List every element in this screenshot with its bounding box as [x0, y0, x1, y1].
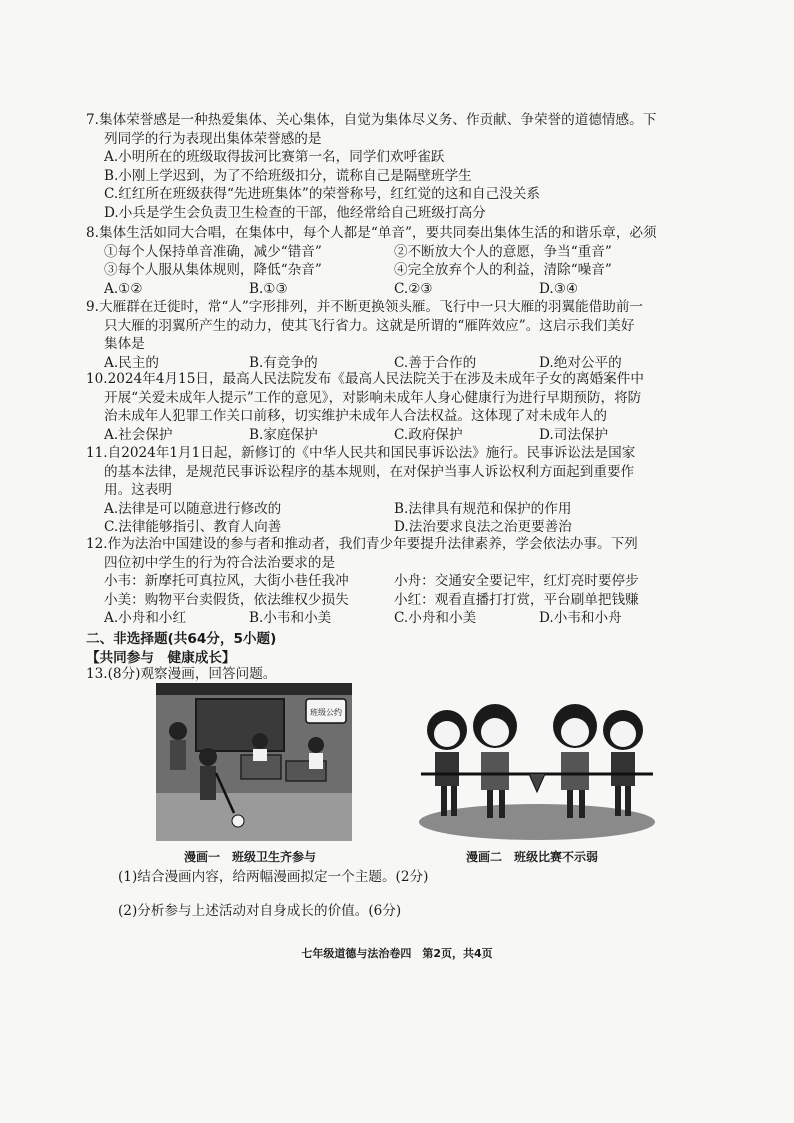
q12-statements-row-2 [86, 591, 694, 610]
q8-options [86, 280, 694, 299]
q9-option-d: D.绝对公平的 [539, 354, 622, 371]
question-9 [86, 298, 694, 372]
q11-stem-1: 11.自2024年1月1日起，新修订的《中华人民共和国民事诉讼法》施行。民事诉讼法是国家 [86, 445, 636, 461]
q8-option-a: A.①② [104, 280, 143, 297]
question-11 [86, 444, 694, 537]
q10-option-c: C.政府保护 [394, 426, 463, 443]
class-rules-sign: 班级公约 [310, 708, 342, 717]
q12-statement-3: 小美：购物平台卖假货，依法维权少损失 [104, 591, 349, 608]
question-8 [86, 224, 694, 298]
q10-stem-3: 治未成年人犯罪工作关口前移，切实维护未成年人合法权益。这体现了对未成年人的 [104, 408, 607, 425]
q12-stem-2: 四位初中学生的行为符合法治要求的是 [104, 554, 336, 571]
q8-option-d: D.③④ [539, 280, 579, 297]
q11-stem-3: 用。这表明 [104, 482, 172, 499]
q12-option-d: D.小韦和小舟 [539, 610, 622, 627]
q12-option-b: B.小韦和小美 [249, 610, 332, 627]
q8-option-c: C.②③ [394, 280, 433, 297]
q11-option-a: A.法律是可以随意进行修改的 [104, 500, 282, 517]
q10-option-d: D.司法保护 [539, 426, 609, 443]
q13-part-2 [118, 902, 726, 921]
q7-option-d: D.小兵是学生会负责卫生检查的干部，他经常给自己班级打高分 [104, 204, 486, 221]
q8-statement-1: ①每个人保持单音准确，减少“错音” [104, 243, 322, 260]
q11-option-b: B.法律具有规范和保护的作用 [394, 500, 572, 517]
q7-stem-1: 7.集体荣誉感是一种热爱集体、关心集体，自觉为集体尽义务、作贡献、争荣誉的道德情感。下 [86, 112, 657, 128]
q8-statement-2: ②不断放大个人的意愿，争当“重音” [394, 243, 612, 260]
section-2-heading: 二、非选择题(共64分，5小题) [86, 631, 277, 647]
q13-stem-text: 13.(8分)观察漫画，回答问题。 [86, 666, 277, 682]
q8-statements-row-1 [86, 243, 694, 262]
q11-stem-2: 的基本法律，是规范民事诉讼程序的基本规则，在对保护当事人诉讼权利方面起到重要作 [104, 463, 635, 480]
q10-option-b: B.家庭保护 [249, 426, 318, 443]
cartoon-1-caption: 漫画一 班级卫生齐参与 [184, 850, 317, 864]
subsection-heading: 【共同参与 健康成长】 [86, 650, 236, 666]
q10-stem-2: 开展“关爱未成年人提示”工作的意见》，对影响未成年人身心健康行为进行早期预防，将防 [104, 389, 642, 406]
q12-option-a: A.小舟和小红 [104, 610, 187, 627]
q13-part-1-text: (1)结合漫画内容，给两幅漫画拟定一个主题。(2分) [118, 869, 429, 885]
q12-option-c: C.小舟和小美 [394, 610, 477, 627]
q8-statement-3: ③每个人服从集体规则，降低“杂音” [104, 262, 322, 279]
q13-part-2-text: (2)分析参与上述活动对自身成长的价值。(6分) [118, 903, 402, 919]
page-footer: 七年级道德与法治卷四 第2页，共4页 [301, 947, 493, 960]
q10-stem-1: 10.2024年4月15日，最高人民法院发布《最高人民法院关于在涉及未成年子女的离婚案件中 [86, 371, 644, 387]
q11-options-row-1 [86, 500, 694, 519]
q8-statements-row-2 [86, 261, 694, 280]
q7-option-b: B.小刚上学迟到，为了不给班级扣分，谎称自己是隔壁班学生 [104, 167, 472, 184]
q9-option-b: B.有竞争的 [249, 354, 318, 371]
q11-option-d: D.法治要求良法之治更要善治 [394, 519, 572, 536]
q9-option-a: A.民主的 [104, 354, 159, 371]
q10-options [86, 426, 694, 445]
q8-stem: 8.集体生活如同大合唱，在集体中，每个人都是“单音”，要共同奏出集体生活的和谐乐章，必须 [86, 225, 657, 241]
q12-statement-2: 小舟：交通安全要记牢，红灯亮时要停步 [394, 573, 639, 590]
cartoon-2-tug-of-war [417, 690, 657, 840]
cartoon-2-caption: 漫画二 班级比赛不示弱 [466, 850, 599, 864]
q12-statement-1: 小韦：新摩托可真拉风，大街小巷任我冲 [104, 573, 349, 590]
q9-option-c: C.善于合作的 [394, 354, 477, 371]
question-12 [86, 535, 694, 628]
q7-stem-2: 列同学的行为表现出集体荣誉感的是 [104, 130, 322, 147]
q9-stem-3: 集体是 [104, 336, 145, 353]
q7-option-a: A.小明所在的班级取得拔河比赛第一名，同学们欢呼雀跃 [104, 149, 445, 166]
q13-stem [86, 665, 694, 684]
q10-option-a: A.社会保护 [104, 426, 173, 443]
q12-stem-1: 12.作为法治中国建设的参与者和推动者，我们青少年要提升法律素养，学会依法办事。下列 [86, 536, 638, 552]
q12-statement-4: 小红：观看直播打打赏，平台刷单把钱赚 [394, 591, 639, 608]
q9-stem-1: 9.大雁群在迁徙时，常“人”字形排列，并不断更换领头雁。飞行中一只大雁的羽翼能借助前一 [86, 299, 644, 315]
q13-part-1 [118, 868, 726, 887]
question-7 [86, 111, 694, 223]
question-10 [86, 370, 694, 444]
q8-option-b: B.①③ [249, 280, 288, 297]
q12-statements-row-1 [86, 572, 694, 591]
q11-option-c: C.法律能够指引、教育人向善 [104, 519, 282, 536]
q8-statement-4: ④完全放弃个人的利益，清除“噪音” [394, 262, 612, 279]
cartoon-1-classroom [156, 683, 352, 841]
q9-stem-2: 只大雁的羽翼所产生的动力，使其飞行省力。这就是所谓的“雁阵效应”。这启示我们美好 [104, 317, 635, 334]
q12-options [86, 609, 694, 628]
q7-option-c: C.红红所在班级获得“先进班集体”的荣誉称号，红红觉的这和自己没关系 [104, 186, 540, 203]
